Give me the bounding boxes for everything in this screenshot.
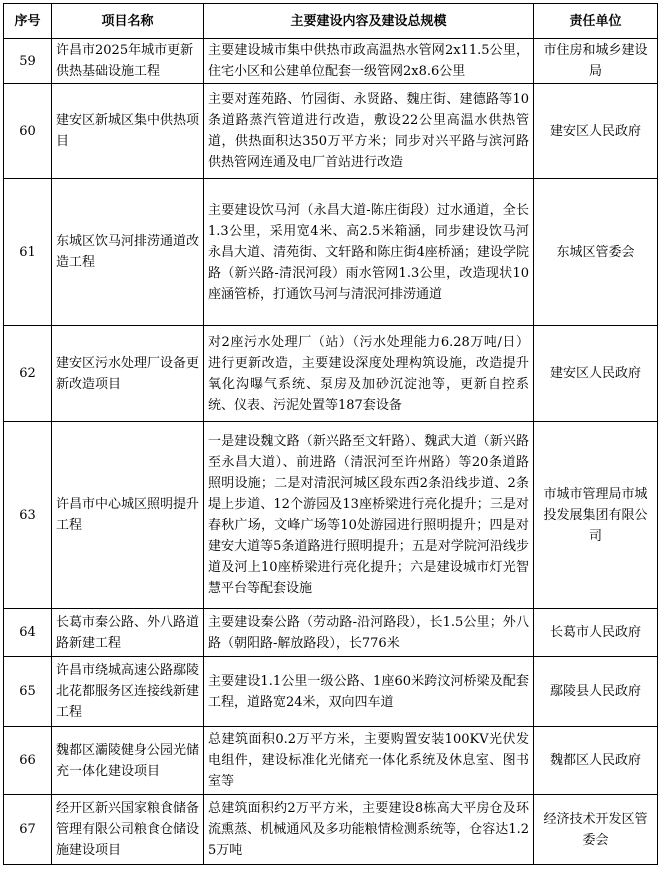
- table-row: [4, 609, 658, 657]
- table-row: [4, 179, 658, 326]
- row-content: 总建筑面积0.2万平方米，主要购置安装100KV光伏发电组件，建设标准化光储充一体化系统及休息室、图书室等: [204, 727, 534, 795]
- row-project-name: 经开区新兴国家粮食储备管理有限公司粮食仓储设施建设项目: [52, 795, 204, 865]
- project-table-container: [3, 3, 657, 865]
- row-responsible-unit: 建安区人民政府: [534, 84, 658, 179]
- row-responsible-unit: 经济技术开发区管委会: [534, 795, 658, 865]
- row-responsible-unit: 建安区人民政府: [534, 326, 658, 422]
- row-no: 66: [4, 727, 52, 795]
- row-content: 主要建设秦公路（劳动路-沿河路段），长1.5公里；外八路（朝阳路-解放路段），长776米: [204, 609, 534, 657]
- row-no: 61: [4, 179, 52, 326]
- table-row: [4, 727, 658, 795]
- row-responsible-unit: 鄢陵县人民政府: [534, 657, 658, 727]
- row-content: 主要对莲苑路、竹园街、永贤路、魏庄街、建德路等10条道路蒸汽管道进行改造，敷设22公里高温水供热管道，供热面积达350万平方米；同步对兴平路与滨河路供热管网连通及电厂首站进行改造: [204, 84, 534, 179]
- row-project-name: 许昌市2025年城市更新供热基础设施工程: [52, 39, 204, 84]
- table-row: [4, 39, 658, 84]
- row-responsible-unit: 市城市管理局市城投发展集团有限公司: [534, 422, 658, 609]
- header-responsible-unit: 责任单位: [534, 4, 658, 39]
- table-row: [4, 326, 658, 422]
- row-responsible-unit: 魏都区人民政府: [534, 727, 658, 795]
- row-content: 总建筑面积约2万平方米，主要建设8栋高大平房仓及环流熏蒸、机械通风及多功能粮情检测系统等，仓容达1.25万吨: [204, 795, 534, 865]
- table-row: [4, 422, 658, 609]
- table-row: [4, 657, 658, 727]
- row-responsible-unit: 长葛市人民政府: [534, 609, 658, 657]
- row-project-name: 东城区饮马河排涝通道改造工程: [52, 179, 204, 326]
- row-responsible-unit: 市住房和城乡建设局: [534, 39, 658, 84]
- header-no: 序号: [4, 4, 52, 39]
- table-row: [4, 795, 658, 865]
- table-header-row: [4, 4, 658, 39]
- row-no: 60: [4, 84, 52, 179]
- header-project-name: 项目名称: [52, 4, 204, 39]
- row-content: 主要建设城市集中供热市政高温热水管网2x11.5公里，住宅小区和公建单位配套一级管网2x8.6公里: [204, 39, 534, 84]
- row-no: 67: [4, 795, 52, 865]
- row-project-name: 魏都区灞陵健身公园光储充一体化建设项目: [52, 727, 204, 795]
- row-no: 64: [4, 609, 52, 657]
- row-content: 主要建设1.1公里一级公路、1座60米跨汶河桥梁及配套工程，道路宽24米，双向四车道: [204, 657, 534, 727]
- table-row: [4, 84, 658, 179]
- row-project-name: 长葛市秦公路、外八路道路新建工程: [52, 609, 204, 657]
- row-project-name: 建安区污水处理厂设备更新改造项目: [52, 326, 204, 422]
- project-table: [3, 3, 658, 865]
- row-content: 对2座污水处理厂（站）（污水处理能力6.28万吨/日）进行更新改造，主要建设深度处理构筑设施，改造提升氧化沟曝气系统、泵房及加砂沉淀池等，更新自控系统、仪表、污泥处置等187套设备: [204, 326, 534, 422]
- row-no: 59: [4, 39, 52, 84]
- row-project-name: 许昌市绕城高速公路鄢陵北花都服务区连接线新建工程: [52, 657, 204, 727]
- row-responsible-unit: 东城区管委会: [534, 179, 658, 326]
- row-content: 主要建设饮马河（永昌大道-陈庄街段）过水通道，全长1.3公里，采用宽4米、高2.5米箱涵，同步建设饮马河永昌大道、清苑街、文轩路和陈庄街4座桥涵；建设学院路（新兴路-清泯河段）雨水管网1.3公里，改造现状10座涵管桥，打通饮马河与清泯河排涝通道: [204, 179, 534, 326]
- row-no: 62: [4, 326, 52, 422]
- row-project-name: 建安区新城区集中供热项目: [52, 84, 204, 179]
- row-content: 一是建设魏文路（新兴路至文轩路）、魏武大道（新兴路至永昌大道）、前进路（清泯河至许州路）等20条道路照明设施；二是对清泯河城区段东西2条沿线步道、2条堤上步道、12个游园及13座桥梁进行亮化提升；三是对春秋广场，文峰广场等10处游园进行照明提升；四是对建安大道等5条道路进行照明提升；五是对学院河沿线步道及河上10座桥梁进行亮化提升；六是建设城市灯光智慧平台等配套设施: [204, 422, 534, 609]
- row-no: 65: [4, 657, 52, 727]
- header-content: 主要建设内容及建设总规模: [204, 4, 534, 39]
- row-no: 63: [4, 422, 52, 609]
- row-project-name: 许昌市中心城区照明提升工程: [52, 422, 204, 609]
